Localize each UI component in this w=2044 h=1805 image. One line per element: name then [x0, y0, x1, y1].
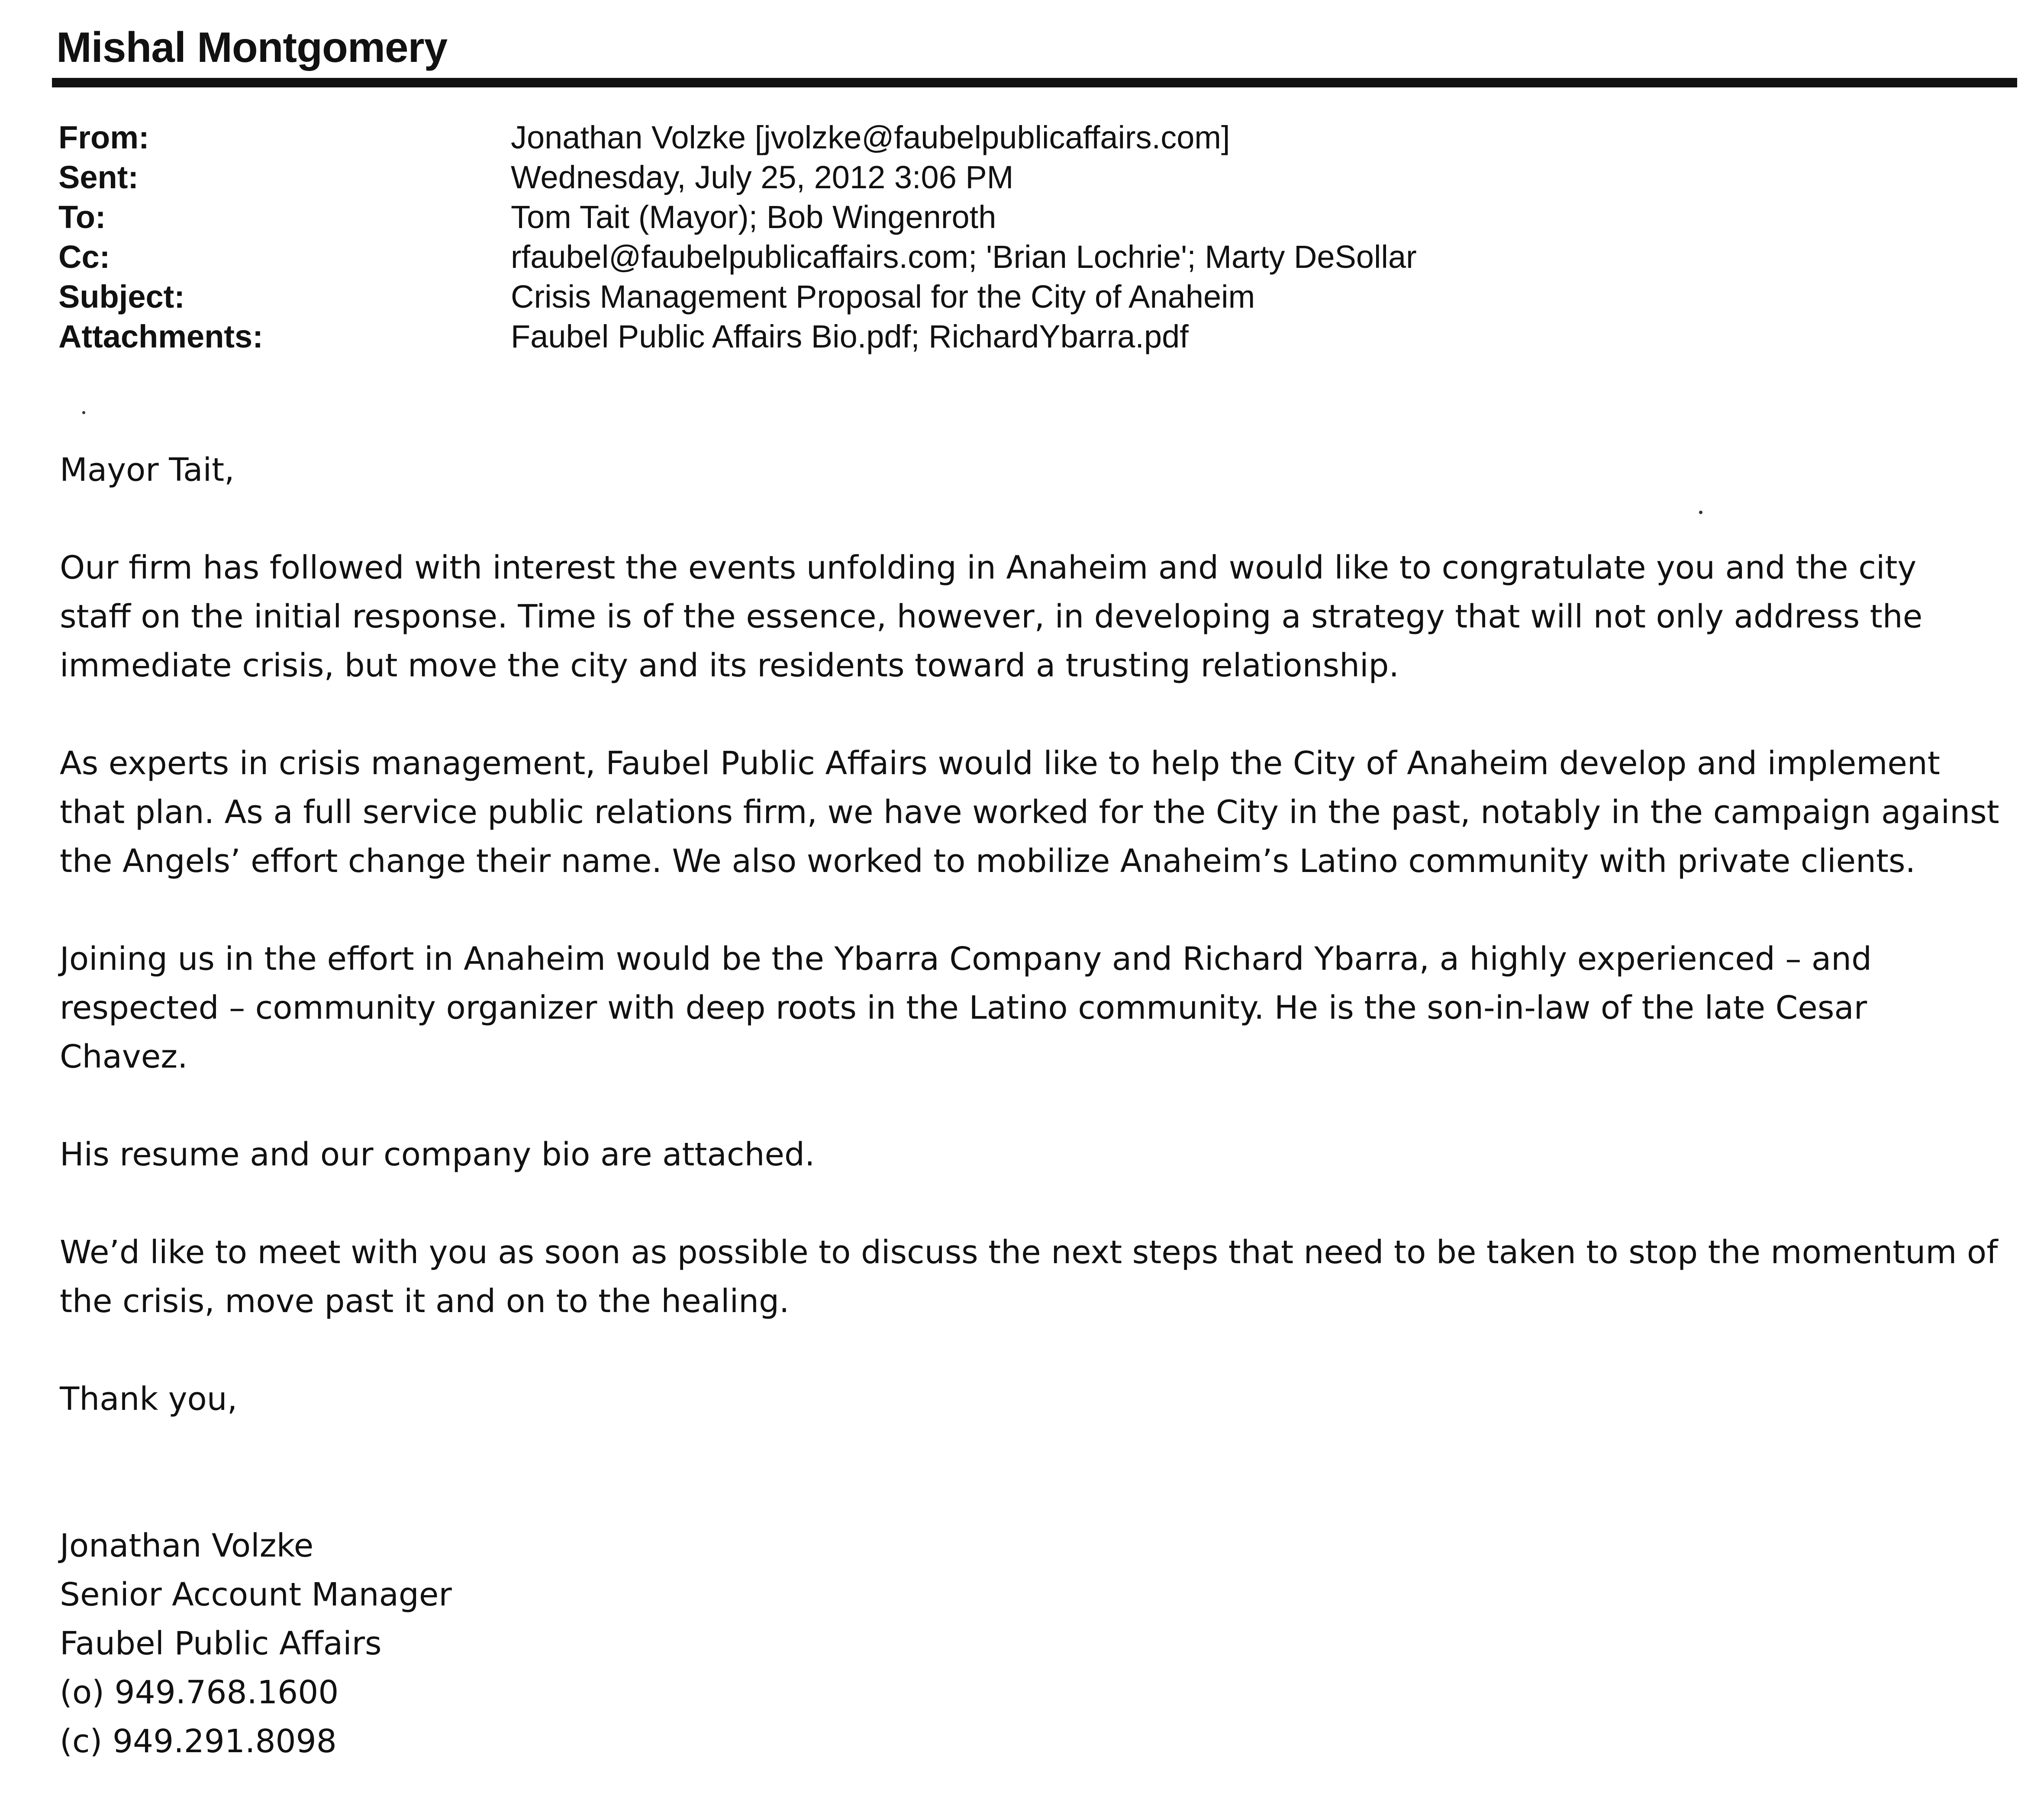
header-row-cc: [58, 237, 1417, 277]
header-row-sent: [58, 158, 1417, 197]
header-row-subject: [58, 277, 1417, 317]
subject-label: Subject:: [58, 279, 185, 315]
paragraph-line: Our firm has followed with interest the events unfolding in Anaheim and would like to congratulate you and the city: [60, 549, 1917, 586]
sent-label: Sent:: [58, 159, 139, 195]
scan-speck: [82, 411, 85, 414]
cc-value: rfaubel@faubelpublicaffairs.com; 'Brian Lochrie'; Marty DeSollar: [511, 239, 1417, 275]
signature-title: Senior Account Manager: [60, 1576, 452, 1613]
paragraph: [60, 739, 2008, 886]
paragraph-line: As experts in crisis management, Faubel Public Affairs would like to help the City of Anaheim develop and implement: [60, 745, 1940, 782]
sent-value: Wednesday, July 25, 2012 3:06 PM: [511, 159, 1014, 195]
to-value: Tom Tait (Mayor); Bob Wingenroth: [511, 199, 996, 235]
paragraph: [60, 935, 2008, 1081]
paragraph-line: immediate crisis, but move the city and its residents toward a trusting relationship.: [60, 647, 1399, 684]
signature-cell-phone: (c) 949.291.8098: [60, 1723, 337, 1760]
email-body: [60, 446, 2008, 1766]
paragraph-line: Chavez.: [60, 1038, 188, 1075]
signature-name: Jonathan Volzke: [60, 1527, 314, 1564]
header-row-attachments: [58, 317, 1417, 357]
email-header: [58, 118, 1417, 357]
paragraph-line: We’d like to meet with you as soon as possible to discuss the next steps that need to be taken to stop the momentum of: [60, 1234, 1998, 1271]
header-divider: [52, 78, 2017, 87]
paragraph-line: staff on the initial response. Time is of the essence, however, in developing a strategy that will not only address the: [60, 598, 1923, 635]
attachments-label: Attachments:: [58, 319, 263, 354]
from-value: Jonathan Volzke [jvolzke@faubelpublicaffairs.com]: [511, 119, 1230, 155]
document-owner-name: Mishal Montgomery: [56, 23, 448, 71]
paragraph-line: Joining us in the effort in Anaheim would be the Ybarra Company and Richard Ybarra, a highly experienced – and: [60, 940, 1872, 978]
header-row-from: [58, 118, 1417, 158]
attachments-value: Faubel Public Affairs Bio.pdf; RichardYbarra.pdf: [511, 319, 1189, 354]
paragraph-line: His resume and our company bio are attached.: [60, 1136, 815, 1173]
paragraph-line: the crisis, move past it and on to the healing.: [60, 1283, 790, 1320]
paragraph: [60, 1228, 2008, 1326]
cc-label: Cc:: [58, 239, 110, 275]
from-label: From:: [58, 119, 149, 155]
paragraph-line: respected – community organizer with deep roots in the Latino community. He is the son-in-law of the late Cesar: [60, 989, 1867, 1026]
closing: Thank you,: [60, 1380, 238, 1418]
paragraph: [60, 1130, 2008, 1179]
paragraph: [60, 544, 2008, 690]
signature-office-phone: (o) 949.768.1600: [60, 1674, 339, 1711]
paragraph-line: the Angels’ effort change their name. We also worked to mobilize Anaheim’s Latino community with private clients.: [60, 843, 1916, 880]
header-row-to: [58, 197, 1417, 237]
paragraph-line: that plan. As a full service public relations firm, we have worked for the City in the past, notably in the campaign against: [60, 794, 1999, 831]
signature-company: Faubel Public Affairs: [60, 1625, 382, 1662]
to-label: To:: [58, 199, 106, 235]
signature-block: [60, 1522, 2008, 1766]
greeting: Mayor Tait,: [60, 451, 235, 489]
subject-value: Crisis Management Proposal for the City of Anaheim: [511, 279, 1255, 315]
